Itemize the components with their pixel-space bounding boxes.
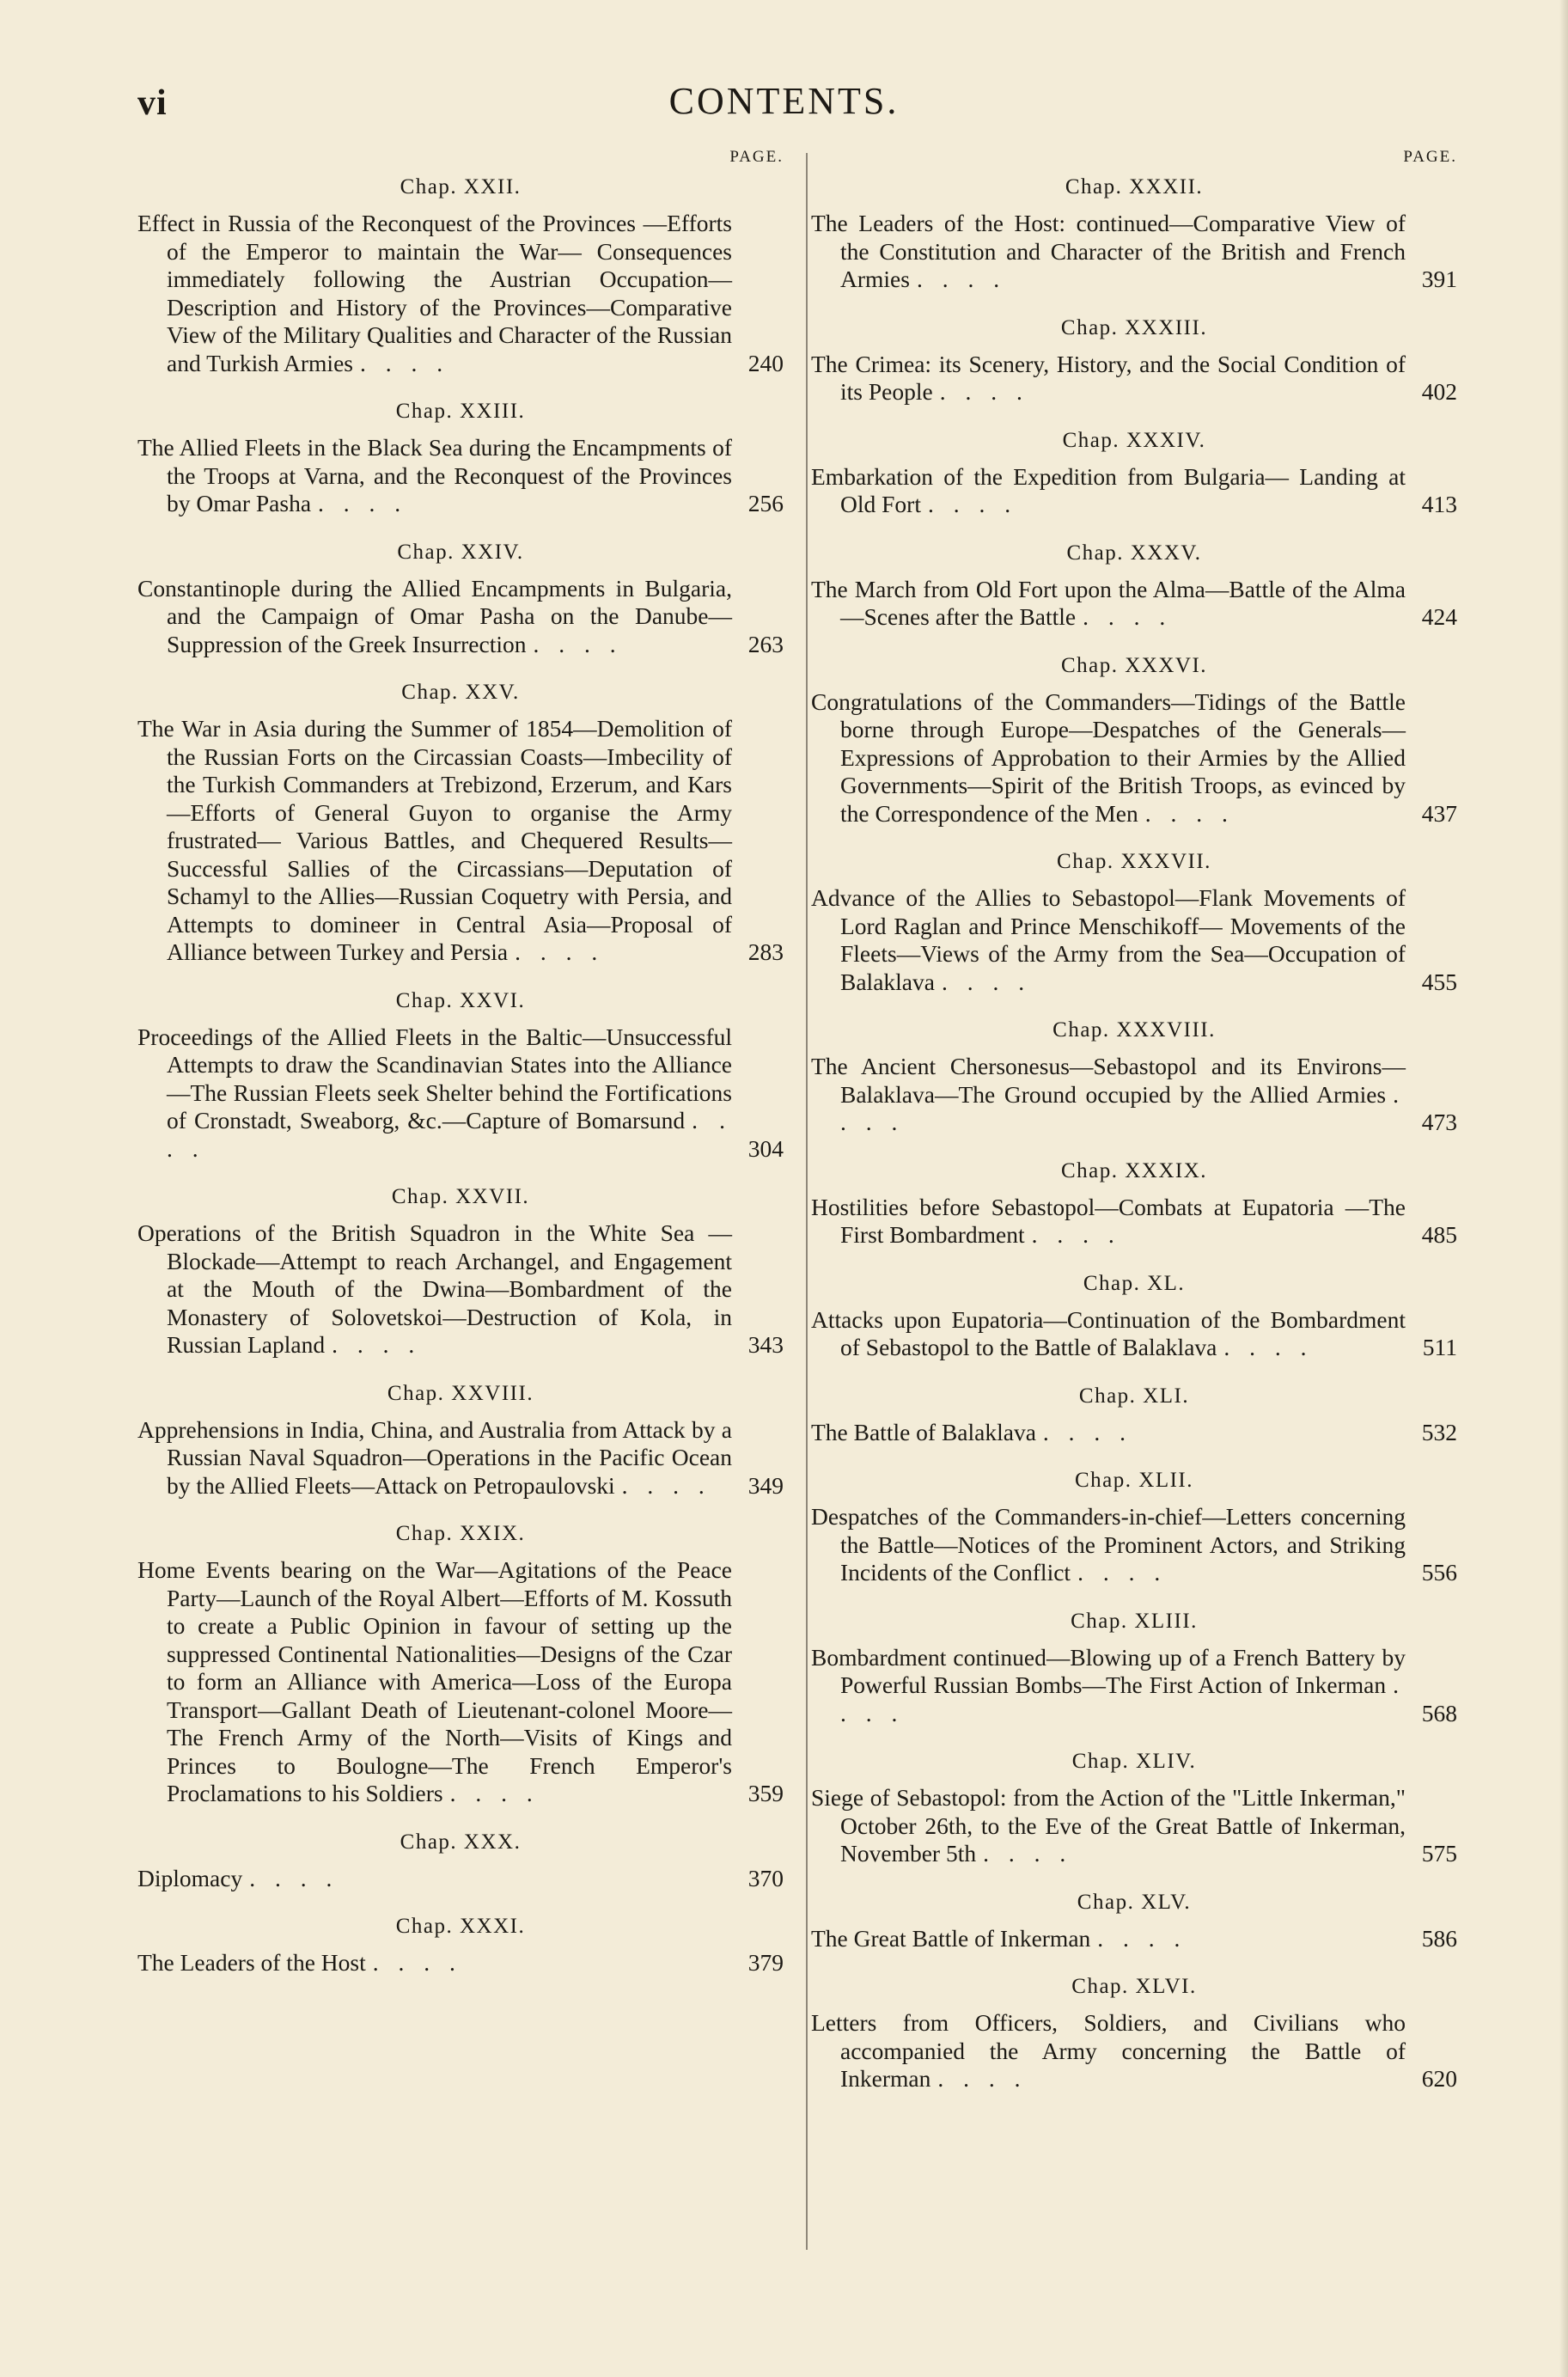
toc-entry (137, 1915, 784, 1977)
toc-entry (811, 429, 1457, 519)
leader-dots: . . . . (515, 938, 605, 965)
chapter-description (811, 1784, 1457, 1868)
chapter-heading: Chap. XXII. (400, 175, 522, 199)
chapter-heading: Chap. XXXIII. (1060, 315, 1208, 339)
toc-entry (137, 681, 784, 967)
leader-dots: . . . . (1223, 1334, 1314, 1360)
chapter-page-number: 379 (747, 1949, 784, 1976)
chapter-page-number: 402 (1421, 378, 1457, 405)
chapter-page-number: 424 (1421, 603, 1457, 630)
right-entry-list (811, 175, 1457, 2093)
toc-entry (811, 1610, 1457, 1728)
chapter-description (811, 1419, 1457, 1447)
chapter-summary: The War in Asia during the Summer of 1854—Demolition of the Russian Forts on the Circassian Coasts—Imbecility of the Turkish Commanders at Trebizond, Erzerum, and Kars—Efforts of General Guyon to organise the Army frustrated— Various Battles, and Chequered Results—Successful Sallies of the Circassians—Deputation of Schamyl to the Allies—Russian Coquetry with Persia, and Attempts to domineer in Central Asia—Proposal of Alliance between Turkey and Persia (137, 715, 732, 965)
toc-entry (137, 1382, 784, 1500)
chapter-description (137, 715, 784, 967)
leader-dots: . . . . (840, 1671, 1406, 1726)
leader-dots: . . . . (249, 1864, 339, 1891)
chapter-summary: Apprehensions in India, China, and Australia from Attack by a Russian Naval Squadron—Operations in the Pacific Ocean by the Allied Fleets—Attack on Petropaulovski (137, 1415, 732, 1499)
chapter-description (811, 688, 1457, 828)
leader-dots: . . . . (983, 1840, 1073, 1867)
chapter-description (137, 575, 784, 659)
chapter-description (137, 1949, 784, 1977)
chapter-heading: Chap. XXVII. (391, 1185, 530, 1208)
chapter-heading: Chap. XXXIX. (1060, 1158, 1208, 1182)
chapter-page-number: 349 (747, 1471, 784, 1499)
toc-entry (811, 1272, 1457, 1362)
chapter-page-number: 532 (1421, 1418, 1457, 1445)
chapter-heading: Chap. XL. (1083, 1271, 1186, 1295)
chapter-description (811, 884, 1457, 996)
leader-dots: . . . . (1083, 603, 1173, 630)
chapter-page-number: 413 (1421, 491, 1457, 517)
leader-dots: . . . . (318, 490, 408, 516)
chapter-heading: Chap. XXIX. (395, 1522, 526, 1545)
chapter-heading: Chap. XXVIII. (387, 1381, 534, 1405)
toc-entry (811, 1891, 1457, 1953)
toc-entry (137, 541, 784, 659)
page-number: vi (137, 83, 168, 123)
right-column (811, 148, 1457, 2116)
toc-entry (811, 1975, 1457, 2093)
leader-dots: . . . . (941, 968, 1032, 995)
toc-entry (811, 1384, 1457, 1447)
chapter-description (811, 1053, 1457, 1137)
chapter-summary: Constantinople during the Allied Encampments in Bulgaria, and the Campaign of Omar Pasha on the Danube—Suppression of the Greek Insurrection (137, 574, 732, 657)
chapter-heading: Chap. XXIV. (397, 540, 524, 564)
toc-entry (137, 1185, 784, 1360)
leader-dots: . . . . (1144, 799, 1235, 827)
chapter-description (811, 2009, 1457, 2093)
chapter-description (811, 1503, 1457, 1587)
chapter-heading: Chap. XLVI. (1071, 1975, 1197, 1998)
leader-dots: . . . . (332, 1331, 422, 1358)
chapter-summary: Effect in Russia of the Reconquest of the Provinces —Efforts of the Emperor to maintain the War— Consequences immediately following the Austrian Occupation—Description and History of the Provinces—Comparative View of the Military Qualities and Character of the Russian and Turkish Armies (137, 210, 732, 376)
toc-entry (811, 850, 1457, 996)
chapter-description (811, 576, 1457, 632)
chapter-page-number: 437 (1421, 799, 1457, 827)
leader-dots: . . . . (927, 491, 1018, 517)
chapter-page-number: 511 (1422, 1334, 1457, 1360)
chapter-page-number: 473 (1421, 1109, 1457, 1135)
chapter-heading: Chap. XXXVI. (1060, 653, 1208, 677)
chapter-description (811, 210, 1457, 294)
chapter-page-number: 485 (1421, 1221, 1457, 1248)
left-entry-list (137, 175, 784, 1977)
chapter-heading: Chap. XLIV. (1071, 1750, 1197, 1773)
chapter-page-number: 370 (747, 1864, 784, 1891)
chapter-page-number: 620 (1421, 2065, 1457, 2092)
toc-entry (137, 1830, 784, 1893)
chapter-heading: Chap. XXXII. (1065, 175, 1204, 199)
chapter-heading: Chap. XXX. (400, 1830, 522, 1854)
leader-dots: . . . . (1031, 1221, 1121, 1248)
chapter-summary: Hostilities before Sebastopol—Combats at Eupatoria —The First Bombardment (811, 1193, 1406, 1248)
chapter-description (811, 1194, 1457, 1250)
chapter-page-number: 568 (1421, 1699, 1457, 1726)
chapter-description (137, 210, 784, 377)
toc-entry (811, 541, 1457, 632)
chapter-summary: The March from Old Fort upon the Alma—Battle of the Alma—Scenes after the Battle (811, 575, 1406, 630)
chapter-heading: Chap. XLII. (1075, 1469, 1193, 1492)
page-column-label: PAGE. (729, 148, 784, 166)
toc-entry (137, 400, 784, 518)
chapter-heading: Chap. XLI. (1078, 1384, 1190, 1408)
chapter-description (811, 1306, 1457, 1362)
chapter-page-number: 391 (1421, 266, 1457, 292)
page-edge-shadow (1559, 0, 1568, 2377)
chapter-page-number: 304 (747, 1134, 784, 1162)
leader-dots: . . . . (533, 630, 623, 657)
leader-dots: . . . . (939, 378, 1029, 405)
chapter-summary: Advance of the Allies to Sebastopol—Flank Movements of Lord Raglan and Prince Menschikoff— Movements of the Fleets—Views of the Army from the Sea—Occupation of Balaklava (811, 884, 1406, 995)
chapter-heading: Chap. XLIII. (1071, 1609, 1198, 1633)
chapter-summary: The Battle of Balaklava (811, 1418, 1036, 1445)
toc-entry (811, 1750, 1457, 1868)
chapter-heading: Chap. XXV. (401, 681, 520, 704)
leader-dots: . . . . (372, 1949, 462, 1976)
toc-entry (137, 989, 784, 1164)
chapter-page-number: 359 (747, 1780, 784, 1806)
chapter-summary: Letters from Officers, Soldiers, and Civilians who accompanied the Army concerning the Battle of Inkerman (811, 2009, 1406, 2092)
chapter-description (811, 463, 1457, 519)
chapter-description (137, 1024, 784, 1164)
chapter-description (811, 1644, 1457, 1728)
chapter-summary: The Leaders of the Host: continued—Comparative View of the Constitution and Character of the British and French Armies (811, 210, 1406, 292)
chapter-page-number: 263 (747, 630, 784, 657)
leader-dots: . . . . (937, 2065, 1028, 2092)
chapter-heading: Chap. XXIII. (395, 400, 526, 423)
chapter-heading: Chap. XXXVIII. (1052, 1018, 1216, 1042)
chapter-page-number: 586 (1421, 1924, 1457, 1952)
left-column (137, 148, 784, 2000)
chapter-summary: Home Events bearing on the War—Agitations of the Peace Party—Launch of the Royal Albert—Efforts of M. Kossuth to create a Public Opinion in favour of setting up the suppressed Continental Nationalities—Designs of the Czar to form an Alliance with America—Loss of the Europa Transport—Gallant Death of Lieutenant-colonel Moore—The French Army of the North—Visits of Kings and Princes to Boulogne—The French Emperor's Proclamations to his Soldiers (137, 1556, 732, 1806)
chapter-description (137, 434, 784, 518)
chapter-summary: Bombardment continued—Blowing up of a French Battery by Powerful Russian Bombs—The First Action of Inkerman (811, 1643, 1406, 1698)
leader-dots: . . . . (621, 1471, 711, 1499)
chapter-description (137, 1556, 784, 1808)
toc-entry (811, 1018, 1457, 1137)
leader-dots: . . . . (359, 349, 450, 376)
chapter-page-number: 343 (747, 1331, 784, 1358)
chapter-page-number: 283 (747, 938, 784, 965)
chapter-description (137, 1219, 784, 1360)
leader-dots: . . . . (1042, 1418, 1133, 1445)
chapter-heading: Chap. XXXVII. (1057, 850, 1211, 873)
chapter-summary: Embarkation of the Expedition from Bulgaria— Landing at Old Fort (811, 462, 1406, 517)
chapter-page-number: 455 (1421, 968, 1457, 995)
chapter-summary: The Crimea: its Scenery, History, and the Social Condition of its People (811, 350, 1406, 405)
chapter-heading: Chap. XXXI. (395, 1915, 526, 1938)
chapter-page-number: 240 (747, 349, 784, 376)
chapter-summary: Despatches of the Commanders-in-chief—Letters concerning the Battle—Notices of the Prominent Actors, and Striking Incidents of the Conflict (811, 1503, 1406, 1586)
toc-entry (811, 1159, 1457, 1250)
chapter-heading: Chap. XXXIV. (1062, 428, 1206, 452)
chapter-description (811, 351, 1457, 406)
chapter-page-number: 575 (1421, 1840, 1457, 1867)
chapter-summary: Attacks upon Eupatoria—Continuation of the Bombardment of Sebastopol to the Battle of Balaklava (811, 1305, 1406, 1360)
chapter-description (811, 1925, 1457, 1953)
toc-entry (137, 1522, 784, 1808)
chapter-page-number: 256 (747, 490, 784, 516)
chapter-summary: The Ancient Chersonesus—Sebastopol and its Environs—Balaklava—The Ground occupied by the Allied Armies (811, 1053, 1406, 1108)
toc-entry (137, 175, 784, 377)
chapter-summary: The Leaders of the Host (137, 1949, 366, 1976)
chapter-summary: The Allied Fleets in the Black Sea during the Encampments of the Troops at Varna, and the Reconquest of the Provinces by Omar Pasha (137, 434, 732, 516)
chapter-heading: Chap. XXVI. (395, 988, 526, 1012)
page-title: CONTENTS. (668, 80, 900, 122)
chapter-heading: Chap. XXXV. (1066, 541, 1202, 565)
leader-dots: . . . . (916, 266, 1007, 292)
chapter-summary: Diplomacy (137, 1864, 243, 1891)
chapter-heading: Chap. XLV. (1077, 1890, 1192, 1914)
leader-dots: . . . . (167, 1107, 732, 1162)
toc-entry (811, 654, 1457, 828)
column-divider (806, 153, 808, 2250)
leader-dots: . . . . (1077, 1559, 1168, 1586)
chapter-page-number: 556 (1421, 1559, 1457, 1586)
chapter-summary: Siege of Sebastopol: from the Action of the "Little Inkerman," October 26th, to the Eve of the Great Battle of Inkerman, November 5th (811, 1784, 1406, 1867)
leader-dots: . . . . (449, 1780, 540, 1806)
chapter-description (137, 1416, 784, 1500)
chapter-summary: The Great Battle of Inkerman (811, 1924, 1091, 1952)
chapter-summary: Proceedings of the Allied Fleets in the Baltic—Unsuccessful Attempts to draw the Scandinavian States into the Alliance—The Russian Fleets seek Shelter behind the Fortifications of Cronstadt, Sweaborg, &c.—Capture of Bomarsund (137, 1023, 732, 1134)
page-column-label: PAGE. (1403, 148, 1457, 166)
chapter-description (137, 1865, 784, 1893)
chapter-summary: Operations of the British Squadron in the White Sea —Blockade—Attempt to reach Archangel, and Engagement at the Mouth of the Dwina—Bombardment of the Monastery of Solovetskoi—Destruction of Kola, in Russian Lapland (137, 1219, 732, 1358)
chapter-summary: Congratulations of the Commanders—Tidings of the Battle borne through Europe—Despatches of the Generals—Expressions of Approbation to their Armies by the Allied Governments—Spirit of the British Troops, as evinced by the Correspondence of the Men (811, 687, 1406, 827)
leader-dots: . . . . (840, 1080, 1406, 1135)
toc-entry (811, 175, 1457, 294)
toc-entry (811, 1469, 1457, 1587)
leader-dots: . . . . (1097, 1924, 1187, 1952)
toc-entry (811, 316, 1457, 406)
